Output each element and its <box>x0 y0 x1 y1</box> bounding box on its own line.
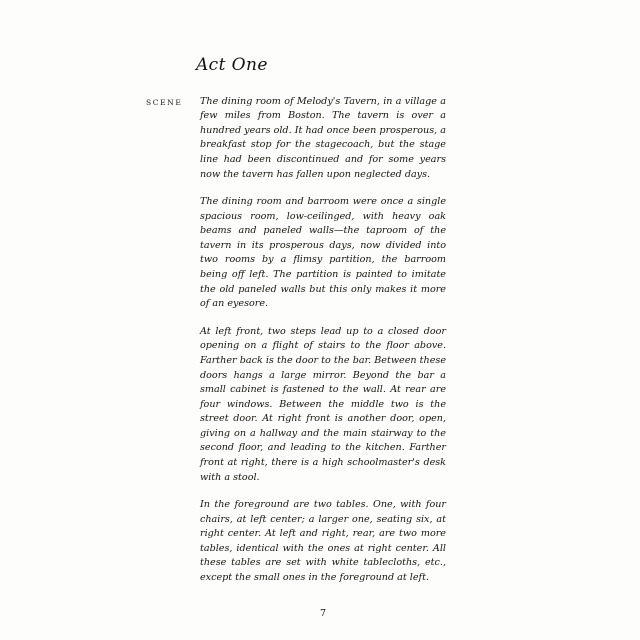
scene-block <box>146 95 446 586</box>
paragraph: The dining room of Melody's Tavern, in a village a few miles from Boston. The tavern is over a hundred years old. It had once been prosperous, a breakfast stop for the stagecoach, but the stage line had been discontinued and for some years now the tavern has fallen upon neglected days. <box>200 95 446 180</box>
page-number: 7 <box>319 607 327 619</box>
page-title: Act One <box>196 55 268 75</box>
paragraph: At left front, two steps lead up to a closed door opening on a flight of stairs to the floor above. Farther back is the door to the bar. Between these doors hangs a large mirror. Beyond the bar a small cabinet is fastened to the wall. At rear are four windows. Between the middle two is the street door. At right front is another door, open, giving on a hallway and the main stairway to the second floor, and leading to the kitchen. Farther front at right, there is a high schoolmaster's desk with a stool. <box>200 325 446 483</box>
scene-label: SCENE <box>146 97 183 107</box>
page-text-block <box>146 55 446 619</box>
paragraph: In the foreground are two tables. One, with four chairs, at left center; a larger one, seating six, at right center. At left and right, rear, are two more tables, identical with the ones at right center. All these tables are set with white tablecloths, etc., except the small ones in the foreground at left. <box>200 499 446 584</box>
paragraph: The dining room and barroom were once a single spacious room, low-ceilinged, with heavy oak beams and paneled walls—the taproom of the tavern in its prosperous days, now divided into two rooms by a flimsy partition, the barroom being off left. The partition is painted to imitate the old paneled walls but this only makes it more of an eyesore. <box>200 196 446 310</box>
body-column <box>200 95 446 586</box>
